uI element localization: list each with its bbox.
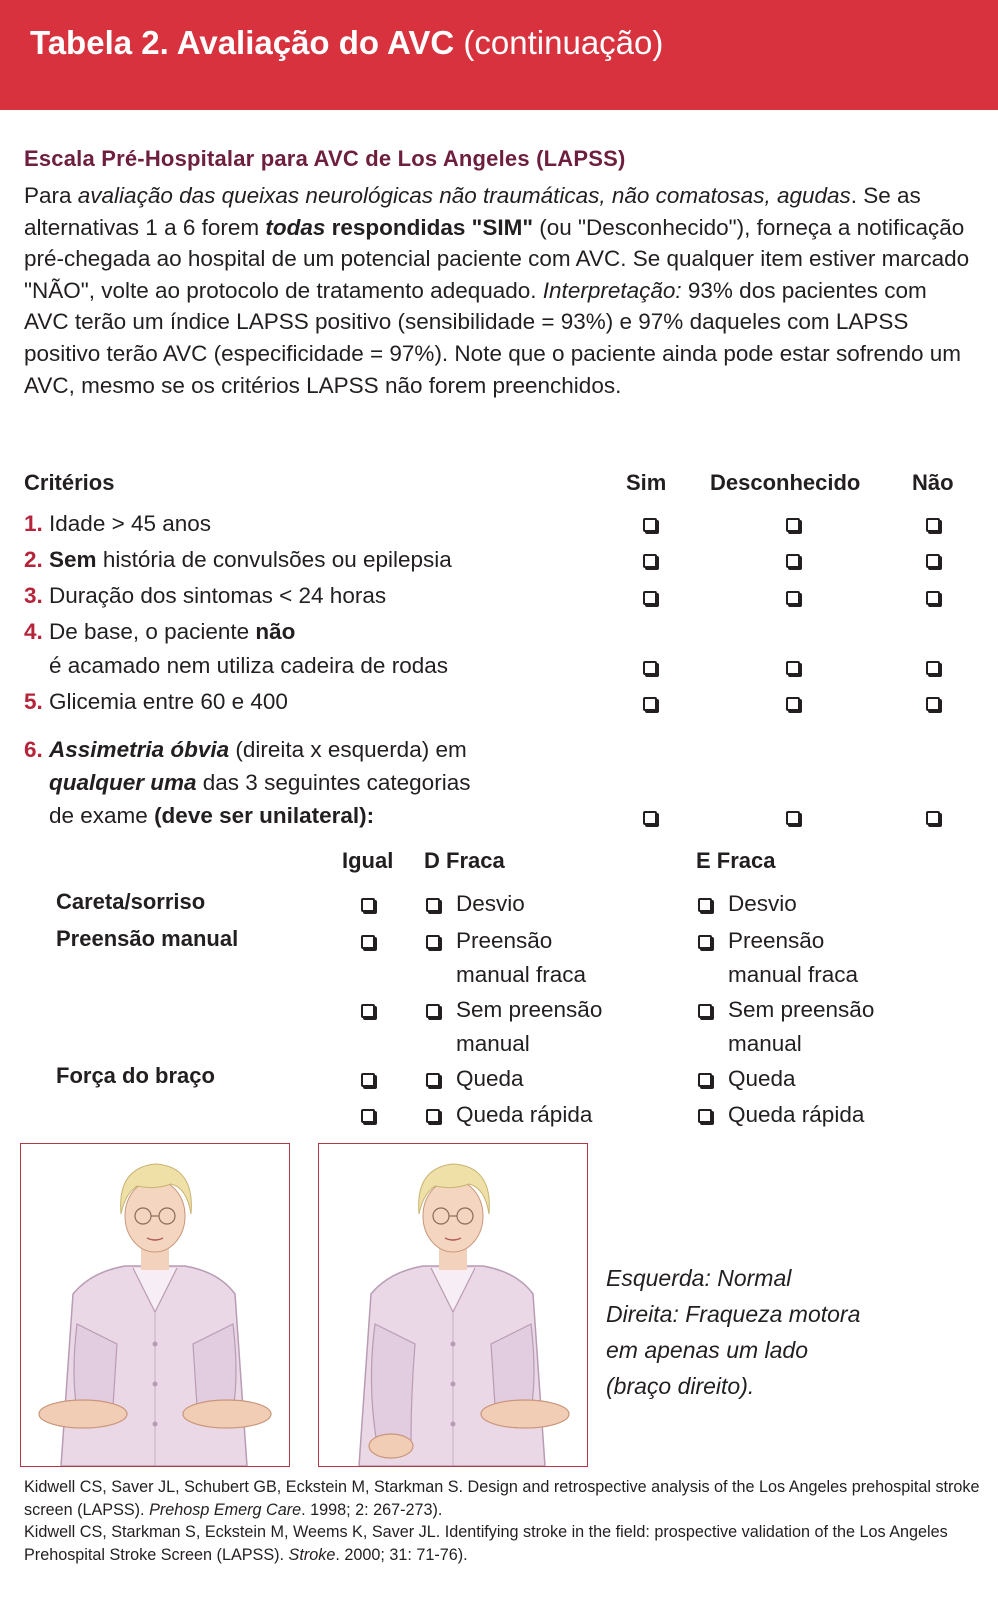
- reference-text: Kidwell CS, Saver JL, Schubert GB, Eckstein M, Starkman S. Design and retrospective analysis of the Los Angeles prehospital stroke screen (LAPSS).: [24, 1478, 980, 1519]
- facial-right-option: Desvio: [456, 891, 525, 916]
- references: [24, 1476, 984, 1566]
- criterion-4-yes-checkbox[interactable]: [643, 661, 657, 675]
- criterion-bold: (deve ser unilateral):: [154, 803, 375, 828]
- no-grip-equal-checkbox[interactable]: [361, 1004, 375, 1018]
- facial-left-option: Desvio: [728, 891, 797, 916]
- criterion-text: Duração dos sintomas < 24 horas: [49, 583, 387, 608]
- arm-fall-equal-checkbox[interactable]: [361, 1109, 375, 1123]
- grip-weak-left-option-line2: manual fraca: [728, 962, 859, 987]
- criterion-5-no-checkbox[interactable]: [926, 697, 940, 711]
- caption-line: Esquerda: Normal: [606, 1265, 792, 1291]
- intro-bold-italic: todas: [265, 214, 326, 240]
- intro-text: (ou "Desconhecido"), forneça a notificação pré-chegada ao hospital de um potencial paciente com AVC. Se qualquer item estiver marcado "NÃO", volte ao protocolo de tratamento adequado.: [24, 214, 970, 303]
- criterion-number: 4.: [24, 619, 43, 644]
- arm-drift-left-option: Queda: [728, 1066, 796, 1091]
- criterion-5: [24, 686, 288, 718]
- intro-text: Para: [24, 183, 78, 208]
- criteria-header: Critérios: [24, 470, 115, 495]
- arm-row-label: Força do braço: [56, 1063, 215, 1088]
- criterion-3-no-checkbox[interactable]: [926, 591, 940, 605]
- criterion-2: [24, 544, 452, 576]
- woman-arm-drift-figure: [319, 1144, 587, 1466]
- header-banner: [0, 0, 998, 110]
- no-grip-right-option: Sem preensão: [456, 997, 603, 1022]
- criterion-text: das 3 seguintes categorias: [196, 770, 471, 795]
- reference-text: . 2000; 31: 71-76).: [335, 1545, 468, 1564]
- criterion-bold-italic: qualquer uma: [49, 770, 197, 795]
- unknown-column-header: Desconhecido: [710, 470, 861, 495]
- illustration-normal: [20, 1143, 290, 1467]
- criterion-6-line2: [49, 767, 470, 799]
- criterion-1: [24, 508, 211, 540]
- woman-arms-level-figure: [21, 1144, 289, 1466]
- criterion-bold: Sem: [49, 547, 97, 572]
- criterion-text: de exame: [49, 803, 155, 828]
- arm-drift-equal-checkbox[interactable]: [361, 1073, 375, 1087]
- grip-weak-equal-checkbox[interactable]: [361, 935, 375, 949]
- arm-drift-left-checkbox[interactable]: [698, 1073, 712, 1087]
- criterion-1-yes-checkbox[interactable]: [643, 518, 657, 532]
- arm-fall-left-checkbox[interactable]: [698, 1109, 712, 1123]
- illustration-caption: [606, 1260, 860, 1404]
- grip-weak-right-option-line2: manual fraca: [456, 962, 587, 987]
- criterion-6-unknown-checkbox[interactable]: [786, 811, 800, 825]
- criterion-text: história de convulsões ou epilepsia: [96, 547, 452, 572]
- criterion-2-no-checkbox[interactable]: [926, 554, 940, 568]
- criterion-3-yes-checkbox[interactable]: [643, 591, 657, 605]
- criterion-bold: não: [255, 619, 296, 644]
- caption-line: em apenas um lado: [606, 1337, 809, 1363]
- facial-right-checkbox[interactable]: [426, 898, 440, 912]
- no-column-header: Não: [912, 470, 954, 495]
- criterion-number: 5.: [24, 689, 43, 714]
- criterion-number: 1.: [24, 511, 43, 536]
- grip-weak-left-option: Preensão: [728, 928, 825, 953]
- facial-row-label: Careta/sorriso: [56, 889, 206, 914]
- criterion-number: 2.: [24, 547, 43, 572]
- arm-fall-left-option: Queda rápida: [728, 1102, 865, 1127]
- criterion-5-unknown-checkbox[interactable]: [786, 697, 800, 711]
- facial-equal-checkbox[interactable]: [361, 898, 375, 912]
- criterion-bold-italic: Assimetria óbvia: [49, 737, 230, 762]
- criterion-4-line2: é acamado nem utiliza cadeira de rodas: [49, 653, 448, 678]
- criterion-text: Idade > 45 anos: [49, 511, 212, 536]
- criterion-5-yes-checkbox[interactable]: [643, 697, 657, 711]
- reference-text: Kidwell CS, Starkman S, Eckstein M, Weems K, Saver JL. Identifying stroke in the field: prospective validation of the Los Angeles Prehospital Stroke Screen (LAPSS).: [24, 1523, 948, 1564]
- section-title: Escala Pré-Hospitalar para AVC de Los Angeles (LAPSS): [24, 146, 626, 171]
- facial-left-checkbox[interactable]: [698, 898, 712, 912]
- intro-italic: avaliação das queixas neurológicas não traumáticas, não comatosas, agudas: [77, 183, 851, 208]
- criterion-6-yes-checkbox[interactable]: [643, 811, 657, 825]
- page-title-continuation: (continuação): [463, 24, 664, 61]
- criterion-3-unknown-checkbox[interactable]: [786, 591, 800, 605]
- criterion-2-unknown-checkbox[interactable]: [786, 554, 800, 568]
- criterion-4-no-checkbox[interactable]: [926, 661, 940, 675]
- criterion-4-unknown-checkbox[interactable]: [786, 661, 800, 675]
- intro-bold: respondidas "SIM": [325, 214, 534, 240]
- criterion-number: 6.: [24, 737, 43, 762]
- grip-weak-left-checkbox[interactable]: [698, 935, 712, 949]
- criterion-number: 3.: [24, 583, 43, 608]
- reference-1: [24, 1476, 984, 1521]
- grip-weak-right-checkbox[interactable]: [426, 935, 440, 949]
- arm-drift-right-option: Queda: [456, 1066, 524, 1091]
- criterion-1-no-checkbox[interactable]: [926, 518, 940, 532]
- left-weak-column-header: E Fraca: [696, 848, 776, 873]
- criterion-text: De base, o paciente: [49, 619, 256, 644]
- criterion-4: [24, 616, 295, 648]
- criterion-2-yes-checkbox[interactable]: [643, 554, 657, 568]
- reference-journal: Prehosp Emerg Care: [149, 1500, 302, 1519]
- reference-text: . 1998; 2: 267-273).: [301, 1500, 443, 1519]
- equal-column-header: Igual: [342, 848, 394, 873]
- criterion-6-line3: [49, 800, 374, 832]
- caption-line: Direita: Fraqueza motora: [606, 1301, 861, 1327]
- illustration-weakness: [318, 1143, 588, 1467]
- no-grip-right-checkbox[interactable]: [426, 1004, 440, 1018]
- no-grip-right-option-line2: manual: [456, 1031, 530, 1056]
- right-weak-column-header: D Fraca: [424, 848, 505, 873]
- caption-line: (braço direito).: [606, 1373, 755, 1399]
- page-title-main: Tabela 2. Avaliação do AVC: [30, 24, 455, 61]
- reference-journal: Stroke: [288, 1545, 336, 1564]
- grip-row-label: Preensão manual: [56, 926, 239, 951]
- criterion-6-no-checkbox[interactable]: [926, 811, 940, 825]
- reference-2: [24, 1521, 984, 1566]
- arm-drift-right-checkbox[interactable]: [426, 1073, 440, 1087]
- no-grip-left-option: Sem preensão: [728, 997, 875, 1022]
- criterion-text: Glicemia entre 60 e 400: [49, 689, 288, 714]
- yes-column-header: Sim: [626, 470, 667, 495]
- intro-italic: Interpretação:: [542, 277, 682, 303]
- criterion-1-unknown-checkbox[interactable]: [786, 518, 800, 532]
- criterion-text: (direita x esquerda) em: [229, 737, 467, 762]
- no-grip-left-checkbox[interactable]: [698, 1004, 712, 1018]
- arm-fall-right-checkbox[interactable]: [426, 1109, 440, 1123]
- intro-text: . Se as alternativas 1 a 6 forem: [24, 183, 921, 240]
- intro-text: 93% dos pacientes com AVC terão um índice LAPSS positivo (sensibilidade = 93%) e 97% daqueles com LAPSS positivo terão AVC (especificidade = 97%). Note que o paciente ainda pode estar sofrendo um AVC, mesmo se os critérios LAPSS não forem preenchidos.: [24, 277, 962, 398]
- criterion-3: [24, 580, 386, 612]
- criterion-6: [24, 734, 467, 766]
- intro-paragraph: [24, 180, 974, 401]
- grip-weak-right-option: Preensão: [456, 928, 553, 953]
- page-title: [30, 24, 663, 62]
- arm-fall-right-option: Queda rápida: [456, 1102, 593, 1127]
- no-grip-left-option-line2: manual: [728, 1031, 802, 1056]
